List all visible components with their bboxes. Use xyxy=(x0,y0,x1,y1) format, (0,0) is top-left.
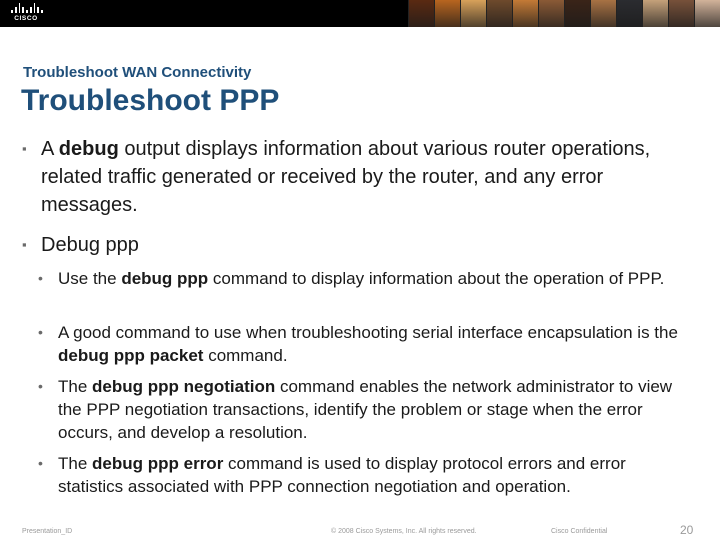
dot-bullet-icon: • xyxy=(38,324,43,340)
banner-photo xyxy=(538,0,564,27)
square-bullet-icon: ▪ xyxy=(22,141,27,156)
command-text: debug ppp packet xyxy=(58,346,204,365)
text-run: Use the xyxy=(58,269,122,288)
sub-bullet-text xyxy=(58,321,688,367)
footer-presentation-id: Presentation_ID xyxy=(22,528,73,535)
slide-subtitle: Troubleshoot WAN Connectivity xyxy=(23,64,252,81)
command-text: debug ppp xyxy=(121,269,209,288)
banner-photo xyxy=(460,0,486,27)
footer-copyright: © 2008 Cisco Systems, Inc. All rights reserved. xyxy=(331,528,477,535)
sub-bullet-debug-ppp-packet xyxy=(38,321,688,367)
sub-bullet-text xyxy=(58,375,688,444)
text-run: command enables the network administrator to view the PPP negotiation transactions, identify the problem or stage when the error occurs, and develop a resolution. xyxy=(58,377,673,442)
banner-photo xyxy=(642,0,668,27)
text-run: A xyxy=(41,138,59,160)
dot-bullet-icon: • xyxy=(38,455,43,471)
cisco-logo-bars xyxy=(11,3,43,13)
text-run: output displays information about various router operations, related traffic generated or received by the router, and any error messages. xyxy=(41,138,651,216)
sub-bullet-text xyxy=(58,267,688,290)
text-run: Debug ppp xyxy=(41,234,139,256)
command-text: debug xyxy=(58,138,119,160)
dot-bullet-icon: • xyxy=(38,378,43,394)
sub-bullet-debug-ppp-command xyxy=(38,267,688,290)
cisco-logo-text: CISCO xyxy=(14,15,38,22)
dot-bullet-icon: • xyxy=(38,270,43,286)
text-run: command. xyxy=(203,346,288,365)
square-bullet-icon: ▪ xyxy=(22,237,27,252)
bullet-text xyxy=(41,135,682,219)
sub-bullet-text xyxy=(58,452,688,498)
banner-photo xyxy=(434,0,460,27)
banner-photo xyxy=(590,0,616,27)
bullet-debug-ppp xyxy=(22,231,682,259)
text-run: A good command to use when troubleshooting serial interface encapsulation is the xyxy=(58,323,678,342)
banner-photo xyxy=(694,0,720,27)
slide-title: Troubleshoot PPP xyxy=(21,84,280,117)
bullet-text xyxy=(41,231,682,259)
command-text: debug ppp negotiation xyxy=(92,377,276,396)
banner-photo xyxy=(668,0,694,27)
banner-photo xyxy=(616,0,642,27)
banner-photo xyxy=(512,0,538,27)
bullet-debug-output xyxy=(22,135,682,219)
text-run: The xyxy=(58,454,93,473)
banner-photo xyxy=(408,0,434,27)
footer-confidential: Cisco Confidential xyxy=(551,528,608,535)
banner-photo-strip xyxy=(408,0,720,27)
page-number: 20 xyxy=(680,523,694,537)
sub-bullet-debug-ppp-error xyxy=(38,452,688,498)
command-text: debug ppp error xyxy=(92,454,224,473)
banner-photo xyxy=(486,0,512,27)
text-run: The xyxy=(58,377,93,396)
top-banner xyxy=(0,0,720,27)
banner-photo xyxy=(564,0,590,27)
sub-bullet-debug-ppp-negotiation xyxy=(38,375,688,444)
text-run: command is used to display protocol errors and error statistics associated with PPP connection negotiation and operation. xyxy=(58,454,626,496)
text-run: command to display information about the operation of PPP. xyxy=(208,269,665,288)
cisco-logo xyxy=(9,3,43,24)
